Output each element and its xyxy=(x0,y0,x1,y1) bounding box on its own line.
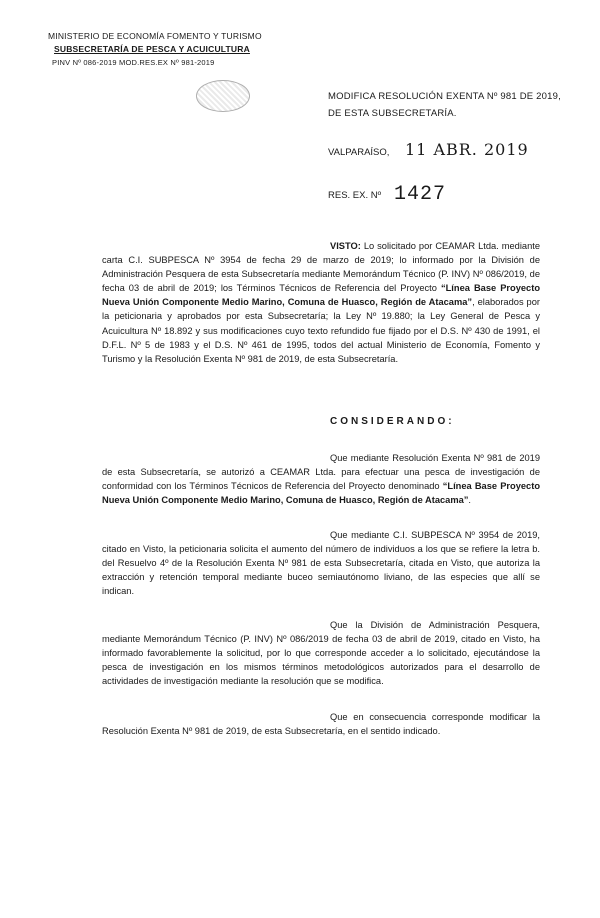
file-reference: PINV Nº 086-2019 MOD.RES.EX Nº 981-2019 xyxy=(52,58,215,67)
considerando-3 xyxy=(102,618,540,688)
resolution-number-label: RES. EX. Nº xyxy=(328,190,382,201)
considerando-4 xyxy=(102,710,540,738)
visto-text-1: Lo solicitado por CEAMAR Ltda. mediante carta C.I. SUBPESCA Nº 3954 de fecha 29 de marzo de 2019; lo informado por la División de Administración Pesquera de esta Subsecretaría mediante Memorándum Técnico (P. INV) Nº 086/2019, de fecha 03 de abril de 2019; los Términos Técnicos de Referencia del Proyecto xyxy=(102,241,540,294)
considerando-2 xyxy=(102,528,540,598)
ministry-name: MINISTERIO DE ECONOMÍA FOMENTO Y TURISMO xyxy=(48,31,262,41)
considerando-1-project-name: “Línea Base Proyecto Nueva Unión Componente Medio Marino, Comuna de Huasco, Región de Atacama” xyxy=(102,481,540,506)
place: VALPARAÍSO, xyxy=(328,147,390,158)
visto-project-name: “Línea Base Proyecto Nueva Unión Componente Medio Marino, Comuna de Huasco, Región de Atacama” xyxy=(102,283,540,308)
visto-text-2: , elaborados por la peticionaria y aprobados por esta Subsecretaría; la Ley Nº 19.880; la Ley General de Pesca y Acuicultura Nº 18.892 y sus modificaciones cuyo texto refundido fue fijado por el D.S. Nº 430 de 1991, el D.F.L. Nº 5 de 1983 y el D.S. Nº 461 de 1995, todos del actual Ministerio de Economía, Fomento y Turismo y la Resolución Exenta Nº 981 de 2019, de esta Subsecretaría. xyxy=(102,297,540,364)
official-stamp-icon xyxy=(196,80,250,112)
considerando-4-text: Que en consecuencia corresponde modificar la Resolución Exenta Nº 981 de 2019, de esta Subsecretaría, en el sentido indicado. xyxy=(102,712,540,737)
resolution-title xyxy=(328,88,561,122)
visto-paragraph xyxy=(102,239,540,366)
considerando-1-text-c: . xyxy=(468,495,472,506)
subsecretaria-name: SUBSECRETARÍA DE PESCA Y ACUICULTURA xyxy=(54,44,250,54)
resolution-number: 1427 xyxy=(394,183,447,206)
considerando-3-text: Que la División de Administración Pesquera, mediante Memorándum Técnico (P. INV) Nº 086/2019 de fecha 03 de abril de 2019, citado en Visto, ha informado favorablemente la solicitud, por lo que corresponde acceder a lo solicitado, ejecutándose la pesca de investigación en los mismos términos metodológicos autorizados para el desarrollo de actividades de investigación mediante la resolución que se modifica. xyxy=(102,620,540,687)
title-line-1: MODIFICA RESOLUCIÓN EXENTA Nº 981 DE 2019, xyxy=(328,91,561,102)
date-stamp: 11 ABR. 2019 xyxy=(405,140,529,159)
letterhead xyxy=(48,30,262,69)
visto-label: VISTO: xyxy=(330,241,361,251)
title-line-2: DE ESTA SUBSECRETARÍA. xyxy=(328,108,457,119)
considerando-1 xyxy=(102,451,540,507)
considerando-2-text: Que mediante C.I. SUBPESCA Nº 3954 de 2019, citado en Visto, la peticionaria solicita el aumento del número de individuos a los que se refiere la letra b. del Resuelvo 4º de la Resolución Exenta Nº 981 de esta Subsecretaría, citada en Visto, que autoriza la extracción y retención temporal mediante buceo semiautónomo liviano, de las especies que allí se indican. xyxy=(102,530,540,597)
considerando-1-text-a: Que mediante Resolución Exenta Nº 981 de 2019 de esta Subsecretaría, se autorizó a CEAMAR Ltda. para efectuar una pesca de investigación de conformidad con los Términos Técnicos de Referencia del Proyecto denominado xyxy=(102,453,540,492)
considerando-heading: CONSIDERANDO: xyxy=(330,416,455,427)
